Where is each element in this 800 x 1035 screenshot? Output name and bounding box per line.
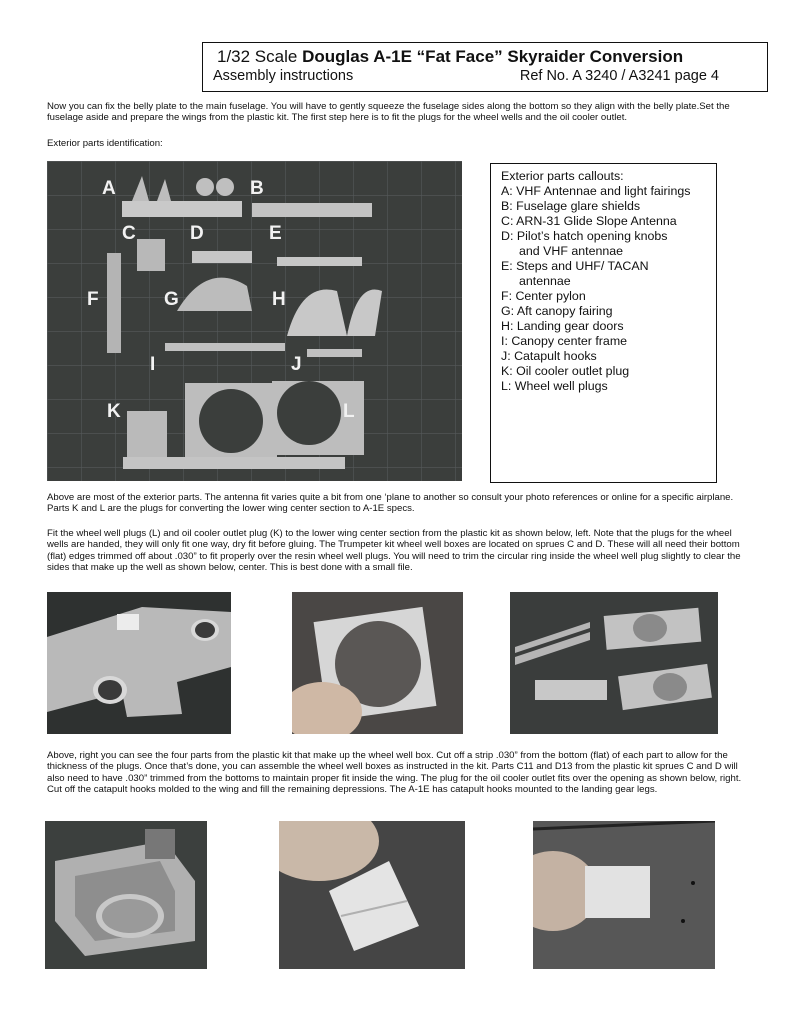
photo-wheel-well-assembled	[45, 821, 207, 969]
part-label-e: E	[269, 223, 282, 244]
part-label-f: F	[87, 289, 99, 310]
header-title-line	[217, 47, 683, 67]
part-label-k: K	[107, 401, 121, 422]
paragraph-exterior-parts: Above are most of the exterior parts. The antenna fit varies quite a bit from one ‘plane to another so consult your photo references or online for a specific airplane. Parts K and L are the plugs for converting the lower wing center section to A-1E specs.	[47, 492, 734, 515]
callout-item: F: Center pylon	[501, 289, 586, 303]
exterior-parts-photo	[47, 161, 462, 481]
part-label-a: A	[102, 178, 116, 199]
intro-paragraph: Now you can fix the belly plate to the main fuselage. You will have to gently squeeze the fuselage sides along the bottom so they align with the belly plate.Set the fuselage aside and prepare the wings from the plastic kit. The first step here is to fit the plugs for the wheel wells and the oil cooler outlet.	[47, 101, 730, 124]
header-scale: 1/32 Scale	[217, 47, 298, 66]
callout-item: L: Wheel well plugs	[501, 379, 608, 393]
callout-item: E: Steps and UHF/ TACAN	[501, 259, 649, 273]
callout-item: G: Aft canopy fairing	[501, 304, 613, 318]
photo-wheel-well-parts	[510, 592, 718, 734]
callout-item: C: ARN-31 Glide Slope Antenna	[501, 214, 677, 228]
paragraph-wheel-well-box: Above, right you can see the four parts from the plastic kit that make up the wheel well box. Cut off a strip .030” from the bottom (flat) of each part to allow for the thickness of the plugs. Once that’s done, you can assemble the wheel well boxes as instructed in the kit. Parts C11 and D13 from the plastic kit sprues C and D will also need to have .030” trimmed from the bottoms to maintain proper fit inside the wing. The plug for the oil cooler outlet fits over the opening as shown below, right. Cut off the catapult hooks molded to the wing and fill the remaining depressions. The A-1E has catapult hooks mounted to the landing gear legs.	[47, 750, 742, 796]
photo-trim-ring	[292, 592, 463, 734]
part-label-d: D	[190, 223, 204, 244]
part-label-c: C	[122, 223, 136, 244]
header-box	[202, 42, 768, 92]
header-ref: Ref No. A 3240 / A3241 page 4	[519, 68, 719, 84]
callout-item: B: Fuselage glare shields	[501, 199, 641, 213]
part-label-g: G	[164, 289, 179, 310]
callout-item: K: Oil cooler outlet plug	[501, 364, 630, 378]
photo-wing-plugs	[47, 592, 231, 734]
callouts-title: Exterior parts callouts:	[501, 169, 624, 183]
callout-item: A: VHF Antennae and light fairings	[501, 184, 691, 198]
callout-item: D: Pilot’s hatch opening knobs	[501, 229, 668, 243]
part-label-b: B	[250, 178, 264, 199]
callout-item: antennae	[519, 274, 571, 288]
callout-item: J: Catapult hooks	[501, 349, 597, 363]
part-label-i: I	[150, 354, 156, 375]
photo-plug-fit	[533, 821, 715, 969]
callout-item: and VHF antennae	[519, 244, 624, 258]
callout-item: H: Landing gear doors	[501, 319, 624, 333]
callouts-box	[490, 163, 717, 483]
header-title: Douglas A-1E “Fat Face” Skyraider Conversion	[302, 47, 684, 66]
exterior-heading: Exterior parts identification:	[47, 138, 163, 149]
photo-oil-cooler-plug	[279, 821, 465, 969]
paragraph-fit-plugs: Fit the wheel well plugs (L) and oil cooler outlet plug (K) to the lower wing center section from the plastic kit as shown below, left. Note that the plugs for the wheel wells are handed, they will only fit one way, dry fit before gluing. The Trumpeter kit wheel well boxes are located on sprues C and D. These will all need their bottom (flat) edges trimmed off about .030” to fit properly over the resin wheel well plugs. You will need to trim the circular ring inside the wheel well plug slightly to clear the sides that make up the well as shown below, center. This is best done with a small file.	[47, 528, 741, 574]
part-label-l: L	[343, 401, 355, 422]
part-label-h: H	[272, 289, 286, 310]
callout-item: I: Canopy center frame	[501, 334, 628, 348]
header-subtitle: Assembly instructions	[213, 68, 354, 84]
part-label-j: J	[291, 354, 302, 375]
